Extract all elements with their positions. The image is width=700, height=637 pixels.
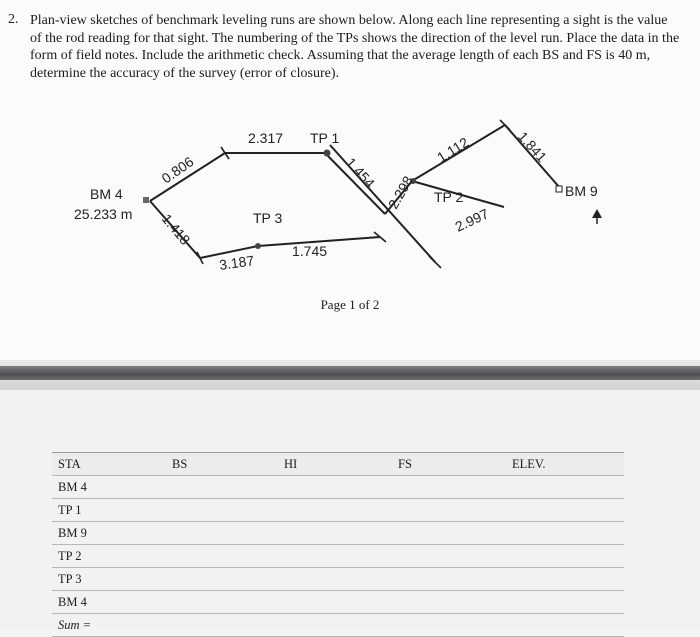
station-cell: BM 4 — [58, 595, 87, 609]
station-cell: BM 9 — [58, 526, 87, 540]
tp3-label: TP 3 — [253, 210, 283, 226]
reading-2298: 2.298 — [384, 173, 417, 212]
problem-number: 2. — [8, 12, 19, 27]
reading-1745: 1.745 — [292, 243, 328, 259]
header-elev: ELEV. — [512, 457, 546, 471]
sum-row — [52, 614, 624, 637]
reading-1112: 1.112 — [434, 133, 472, 166]
reading-2317: 2.317 — [248, 130, 284, 146]
tp2-label: TP 2 — [434, 189, 464, 205]
tp1-label: TP 1 — [310, 130, 340, 146]
station-cell: TP 2 — [58, 549, 82, 563]
table-header-row — [52, 452, 624, 476]
problem-statement: Plan-view sketches of benchmark leveling runs are shown below. Along each line representing a sight is the value of the rod reading for that sight. The numbering of the TPs shows the direction of the level run. Place the data in the form of field notes. Include the arithmetic check. Assuming that the average length of each BS and FS is 40 m, determine the accuracy of the survey (error of closure). — [30, 13, 680, 81]
table-row — [52, 522, 624, 545]
reading-1454: 1.454 — [342, 154, 379, 192]
table-row — [52, 568, 624, 591]
table-row — [52, 591, 624, 614]
header-hi: HI — [284, 457, 298, 471]
header-bs: BS — [172, 457, 188, 471]
table-row — [52, 545, 624, 568]
reading-0806: 0.806 — [158, 153, 197, 187]
header-fs: FS — [398, 457, 412, 471]
station-cell: TP 1 — [58, 503, 82, 517]
bm4-elevation: 25.233 m — [74, 206, 133, 222]
field-notes-table — [52, 452, 624, 637]
table-row — [52, 476, 624, 499]
station-cell: TP 3 — [58, 572, 82, 586]
header-sta: STA — [58, 457, 81, 471]
table-row — [52, 499, 624, 522]
page-footer: Page 1 of 2 — [320, 297, 380, 312]
reading-1418: 1.418 — [158, 210, 194, 248]
bm4-label: BM 4 — [90, 186, 123, 202]
reading-2997: 2.997 — [452, 205, 492, 235]
reading-1841: 1.841 — [514, 128, 551, 166]
leveling-sketch — [0, 0, 700, 300]
page-divider-bar — [0, 366, 700, 380]
reading-3187: 3.187 — [218, 252, 256, 273]
bm9-label: BM 9 — [565, 183, 598, 199]
sum-label: Sum = — [58, 618, 92, 632]
station-cell: BM 4 — [58, 480, 87, 494]
